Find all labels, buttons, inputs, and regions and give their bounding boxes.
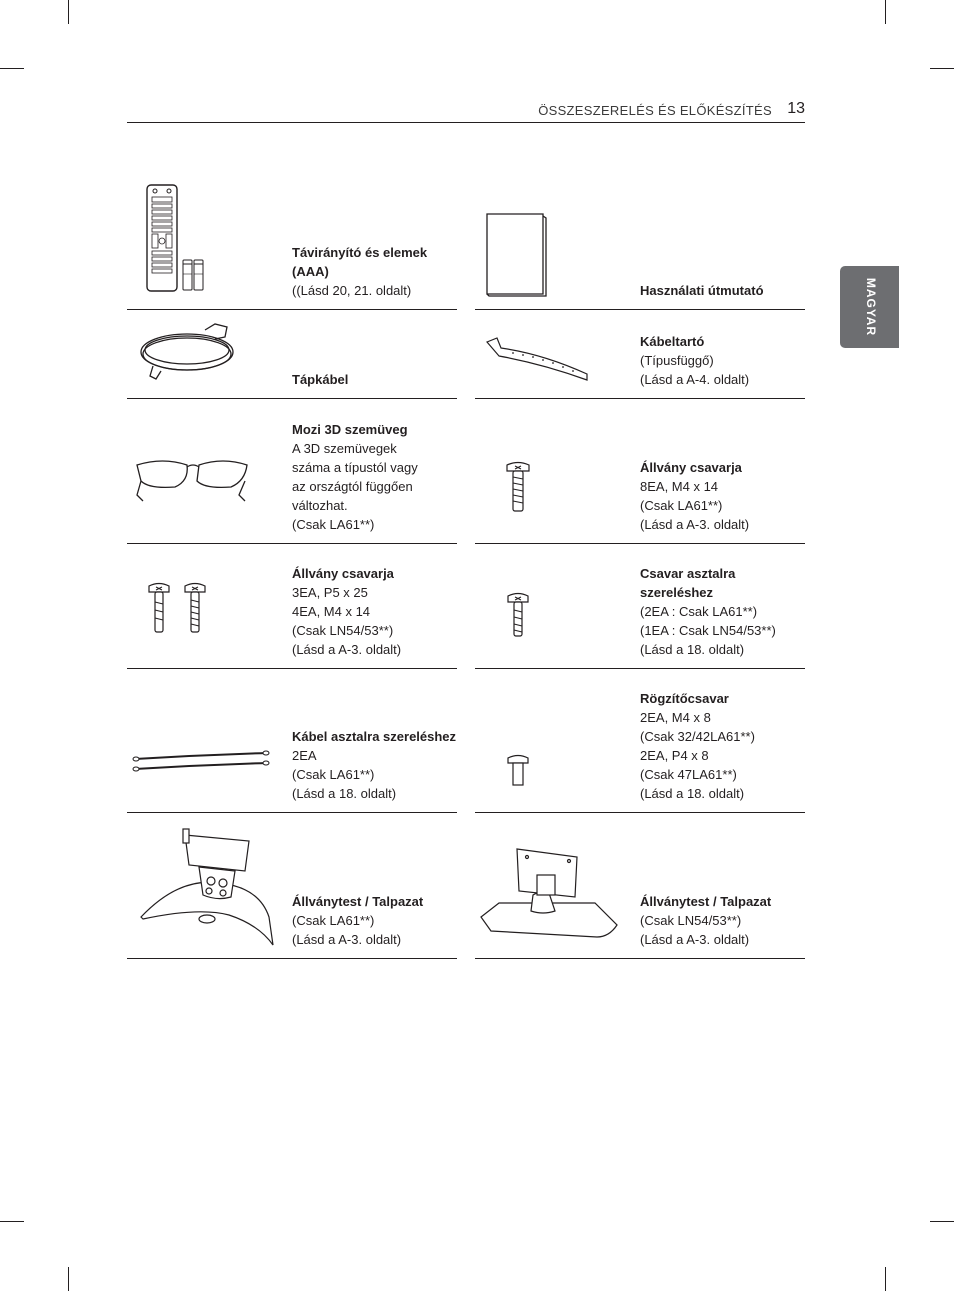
item-line: (Csak LA61**) [292, 913, 375, 928]
item-line: (Típusfüggő) [640, 353, 714, 368]
accessory-item [475, 813, 805, 959]
cable-holder-icon [475, 310, 635, 398]
item-line: (1EA : Csak LN54/53**) [640, 623, 776, 638]
item-description [292, 564, 460, 659]
page-header [127, 100, 805, 123]
item-title: Tápkábel [292, 372, 349, 387]
item-line: (Csak LN54/53**) [640, 913, 742, 928]
item-line: 3EA, P5 x 25 [292, 585, 368, 600]
item-title: Rögzítőcsavar [640, 691, 729, 706]
page-number: 13 [787, 100, 805, 117]
crop-mark [0, 68, 24, 69]
item-line: (Lásd a A-3. oldalt) [640, 932, 750, 947]
item-title: Távirányító és elemek (AAA) [292, 245, 428, 279]
item-line: ((Lásd 20, 21. oldalt) [292, 283, 412, 298]
crop-mark [885, 0, 886, 24]
accessory-item [127, 399, 457, 544]
item-line: (Lásd a 18. oldalt) [640, 786, 745, 801]
accessory-item [475, 669, 805, 813]
item-line: (Csak 32/42LA61**) [640, 729, 755, 744]
item-title: Állvány csavarja [292, 566, 394, 581]
accessory-item [127, 669, 457, 813]
item-description [640, 892, 808, 949]
accessory-item [127, 310, 457, 399]
item-title: Állvány csavarja [640, 460, 742, 475]
accessory-item [475, 544, 805, 669]
language-tab [840, 266, 899, 348]
accessory-item [475, 170, 805, 310]
item-description [640, 689, 808, 803]
accessory-item [127, 170, 457, 310]
item-description [292, 370, 460, 389]
item-description [640, 458, 808, 534]
item-title: Állványtest / Talpazat [640, 894, 772, 909]
item-line: 2EA [292, 748, 317, 763]
item-description [292, 892, 460, 949]
desk-mount-cable-icon [127, 669, 287, 812]
item-description [292, 243, 460, 300]
crop-mark [68, 0, 69, 24]
accessory-item [475, 310, 805, 399]
item-line: 2EA, P4 x 8 [640, 748, 709, 763]
crop-mark [885, 1267, 886, 1291]
item-line: (Lásd a A-3. oldalt) [640, 517, 750, 532]
section-title: ÖSSZESZERELÉS ÉS ELŐKÉSZÍTÉS [538, 103, 772, 118]
item-title: Kábel asztalra szereléshez [292, 729, 457, 744]
item-title: Állványtest / Talpazat [292, 894, 424, 909]
item-line: (2EA : Csak LA61**) [640, 604, 758, 619]
item-title: Mozi 3D szemüveg [292, 422, 408, 437]
item-title: Használati útmutató [640, 283, 764, 298]
crop-mark [68, 1267, 69, 1291]
crop-mark [930, 68, 954, 69]
item-line: (Csak LN54/53**) [292, 623, 394, 638]
item-description [292, 727, 460, 803]
item-line: az országtól függően [292, 479, 413, 494]
item-line: (Csak LA61**) [640, 498, 723, 513]
item-description [640, 281, 808, 300]
crop-mark [0, 1221, 24, 1222]
item-line: 4EA, M4 x 14 [292, 604, 371, 619]
remote-control-and-batteries-icon [127, 170, 287, 309]
flat-stand-base-icon [475, 813, 635, 958]
item-line: 8EA, M4 x 14 [640, 479, 719, 494]
item-line: A 3D szemüvegek [292, 441, 397, 456]
item-description [292, 420, 460, 534]
item-line: (Csak LA61**) [292, 767, 375, 782]
3d-glasses-icon [127, 399, 287, 543]
language-tab-label: MAGYAR [864, 277, 878, 337]
accessory-item [475, 399, 805, 544]
stand-screws-pair-icon [127, 544, 287, 668]
item-line: (Lásd a A-3. oldalt) [292, 642, 402, 657]
stand-screw-icon [475, 399, 635, 543]
power-cord-icon [127, 310, 287, 398]
item-line: (Csak LA61**) [292, 517, 375, 532]
item-title: Csavar asztalra szereléshez [640, 566, 736, 600]
item-description [640, 564, 808, 659]
fixing-screw-icon [475, 669, 635, 812]
item-line: száma a típustól vagy [292, 460, 418, 475]
accessory-item [127, 813, 457, 959]
item-line: (Lásd a A-3. oldalt) [292, 932, 402, 947]
curved-stand-base-icon [127, 813, 287, 958]
owners-manual-icon [475, 170, 635, 309]
item-line: változhat. [292, 498, 348, 513]
crop-mark [930, 1221, 954, 1222]
item-title: Kábeltartó [640, 334, 705, 349]
item-line: (Csak 47LA61**) [640, 767, 737, 782]
item-line: (Lásd a 18. oldalt) [640, 642, 745, 657]
item-description [640, 332, 808, 389]
item-line: (Lásd a A-4. oldalt) [640, 372, 750, 387]
desk-mount-screw-icon [475, 544, 635, 668]
item-line: 2EA, M4 x 8 [640, 710, 711, 725]
item-line: (Lásd a 18. oldalt) [292, 786, 397, 801]
accessory-item [127, 544, 457, 669]
